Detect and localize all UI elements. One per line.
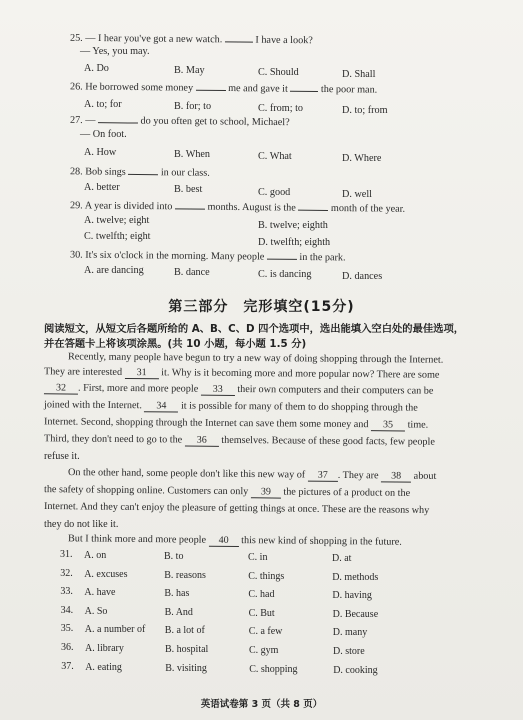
blank bbox=[267, 249, 297, 260]
question-27-stem: 27. — do you often get to school, Michael? bbox=[70, 112, 290, 129]
blank-40: 40 bbox=[209, 535, 239, 547]
answer-option: D. cooking bbox=[333, 664, 378, 676]
q25-option-a: A. Do bbox=[84, 63, 109, 74]
blank bbox=[290, 81, 318, 92]
q26-option-b: B. for; to bbox=[174, 101, 212, 112]
q27-option-a: A. How bbox=[84, 147, 117, 158]
answer-number: 31. bbox=[60, 549, 73, 560]
answer-option: B. a lot of bbox=[164, 625, 205, 637]
answer-option: C. in bbox=[248, 552, 268, 563]
answer-number: 35. bbox=[60, 623, 74, 635]
q29-option-a: A. twelve; eight bbox=[84, 215, 150, 226]
blank-32: 32 bbox=[44, 382, 78, 394]
answer-option: B. And bbox=[164, 606, 193, 618]
blank-33: 33 bbox=[201, 384, 235, 396]
blank-38: 38 bbox=[381, 470, 411, 482]
blank-36: 36 bbox=[185, 435, 219, 447]
q30-option-d: D. dances bbox=[342, 271, 383, 282]
question-27-reply: — On foot. bbox=[80, 129, 127, 140]
answer-option: B. to bbox=[164, 551, 184, 562]
blank bbox=[225, 31, 253, 42]
answer-option: D. many bbox=[332, 627, 368, 639]
passage-line: 32 . First, more and more people 33 their own computers and their computers can be bbox=[44, 381, 433, 397]
blank bbox=[196, 80, 226, 91]
passage-line: Internet. And they can't enjoy the pleasure of getting things at once. These are the reasons why bbox=[43, 500, 430, 517]
q28-option-d: D. well bbox=[342, 189, 372, 200]
answer-option: C. shopping bbox=[249, 663, 298, 675]
question-25-stem: 25. — I hear you've got a new watch. I have a look? bbox=[69, 32, 313, 47]
q27-option-c: C. What bbox=[258, 151, 292, 162]
passage-line: Recently, many people have begun to try a new way of doing shopping through the Internet. bbox=[67, 351, 444, 366]
question-26-stem: 26. He borrowed some money me and gave it the poor man. bbox=[69, 81, 378, 96]
passage-line: Internet. Second, shopping through the Internet can save them some money and 35 time. bbox=[43, 416, 429, 431]
answer-number: 33. bbox=[60, 586, 73, 598]
answer-option: A. a number of bbox=[84, 624, 146, 636]
instructions-line-1: 阅读短文，从短文后各题所给的 A、B、C、D 四个选项中，选出能填入空白处的最佳选项， bbox=[44, 323, 465, 335]
answer-option: C. things bbox=[248, 570, 285, 582]
blank-31: 31 bbox=[125, 367, 159, 379]
q30-option-b: B. dance bbox=[174, 267, 210, 278]
question-25-reply: — Yes, you may. bbox=[80, 46, 150, 57]
passage-line: On the other hand, some people don't like this new way of 37 . They are 38 about bbox=[67, 467, 437, 482]
passage-line: they do not like it. bbox=[44, 519, 119, 530]
answer-option: C. a few bbox=[248, 626, 283, 638]
answer-option: A. on bbox=[84, 550, 107, 561]
q29-option-d: D. twelfth; eighth bbox=[258, 237, 331, 248]
blank-37: 37 bbox=[308, 470, 338, 482]
answer-option: D. methods bbox=[332, 571, 379, 583]
section-title: 第三部分 完形填空(15分) bbox=[168, 299, 355, 315]
answer-option: A. library bbox=[85, 643, 124, 654]
q28-option-b: B. best bbox=[174, 184, 203, 195]
answer-option: C. But bbox=[248, 607, 275, 619]
answer-option: C. gym bbox=[249, 645, 279, 656]
answer-option: A. have bbox=[84, 587, 116, 599]
answer-number: 34. bbox=[60, 604, 74, 616]
q29-option-c: C. twelfth; eight bbox=[84, 231, 151, 242]
passage-line: But I think more and more people 40 this new kind of shopping in the future. bbox=[67, 533, 402, 548]
answer-number: 32. bbox=[60, 567, 73, 579]
answer-option: B. has bbox=[164, 588, 190, 600]
q29-option-b: B. twelve; eighth bbox=[258, 220, 328, 231]
q30-option-c: C. is dancing bbox=[258, 269, 312, 280]
q30-option-a: A. are dancing bbox=[84, 265, 144, 276]
answer-option: B. reasons bbox=[164, 569, 206, 581]
q27-option-b: B. When bbox=[174, 149, 211, 160]
answer-option: D. Because bbox=[332, 608, 379, 620]
q28-option-a: A. better bbox=[84, 182, 120, 193]
blank bbox=[175, 198, 205, 209]
passage-line: refuse it. bbox=[44, 451, 80, 462]
q26-option-d: D. to; from bbox=[342, 105, 388, 116]
answer-number: 37. bbox=[61, 660, 74, 672]
q25-option-b: B. May bbox=[174, 65, 205, 76]
page-footer: 英语试卷第 3 页（共 8 页） bbox=[200, 699, 323, 710]
blank-34: 34 bbox=[144, 400, 178, 412]
question-28-stem: 28. Bob sings in our class. bbox=[70, 163, 210, 179]
q25-option-d: D. Shall bbox=[342, 69, 376, 80]
answer-option: D. at bbox=[332, 553, 352, 564]
answer-option: D. having bbox=[332, 590, 372, 602]
passage-line: the safety of shopping online. Customers can only 39 the pictures of a product on the bbox=[43, 484, 411, 499]
question-30-stem: 30. It's six o'clock in the morning. Many people in the park. bbox=[69, 249, 346, 264]
q28-option-c: C. good bbox=[258, 187, 291, 198]
passage-line: They are interested 31 it. Why is it becoming more and more popular now? There are some bbox=[43, 366, 440, 381]
passage-line: Third, they don't need to go to the 36 themselves. Because of these good facts, few people bbox=[43, 433, 435, 448]
blank bbox=[128, 164, 158, 175]
answer-option: A. excuses bbox=[84, 568, 128, 580]
instructions-line-2: 并在答题卡上将该项涂黑。(共 10 小题，每小题 1.5 分) bbox=[44, 338, 307, 350]
blank-35: 35 bbox=[371, 419, 405, 431]
blank bbox=[298, 200, 328, 211]
answer-number: 36. bbox=[61, 642, 74, 653]
q25-option-c: C. Should bbox=[258, 67, 299, 78]
passage-line: joined with the Internet. 34 it is possible for many of them to do shopping through the bbox=[43, 399, 418, 414]
answer-option: A. So bbox=[84, 605, 108, 617]
blank bbox=[98, 112, 138, 123]
answer-option: D. store bbox=[333, 646, 365, 657]
q27-option-d: D. Where bbox=[342, 153, 382, 164]
question-29-stem: 29. A year is divided into months. August is the month of the year. bbox=[69, 200, 406, 215]
blank-39: 39 bbox=[251, 486, 281, 498]
answer-option: A. eating bbox=[85, 661, 122, 673]
answer-option: B. visiting bbox=[165, 662, 207, 674]
q26-option-c: C. from; to bbox=[258, 103, 303, 114]
q26-option-a: A. to; for bbox=[84, 99, 122, 110]
answer-option: B. hospital bbox=[165, 644, 209, 655]
answer-option: C. had bbox=[248, 589, 275, 601]
